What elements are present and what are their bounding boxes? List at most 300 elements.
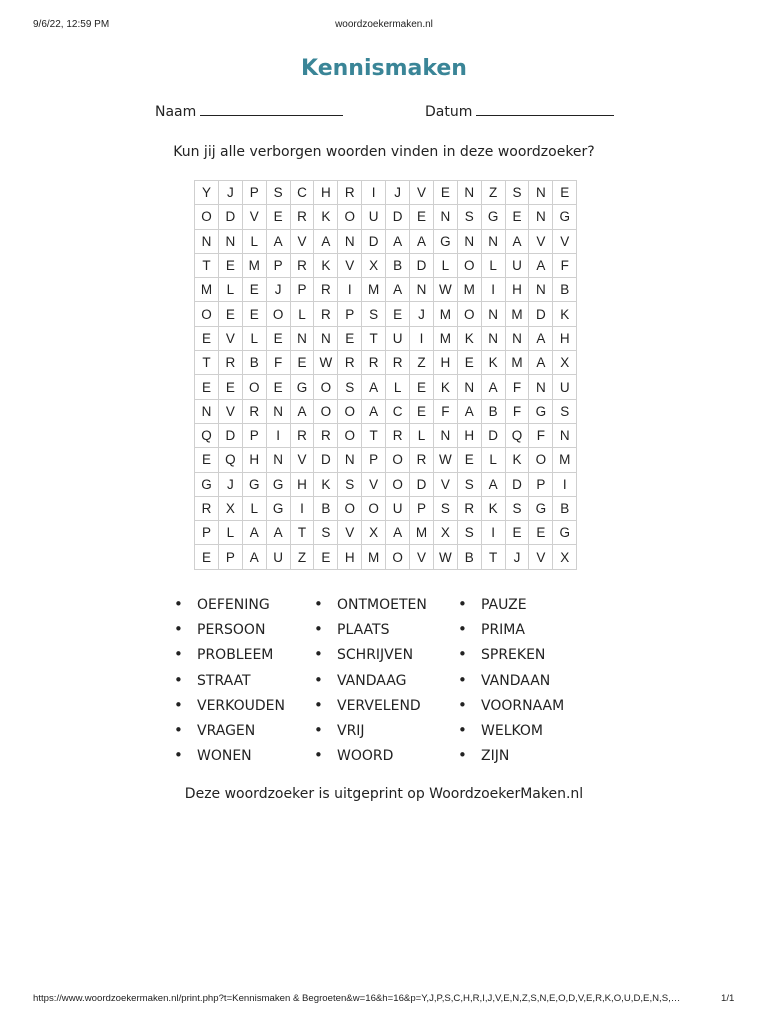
grid-cell: N [291, 327, 315, 351]
grid-cell: F [267, 351, 291, 375]
grid-cell: R [291, 254, 315, 278]
grid-cell: A [362, 400, 386, 424]
grid-cell: N [529, 181, 553, 205]
word-list-item [458, 619, 564, 644]
bullet-icon: • [458, 746, 467, 765]
grid-cell: A [410, 230, 434, 254]
grid-cell: E [267, 327, 291, 351]
grid-cell: S [338, 473, 362, 497]
word-list-item [458, 695, 564, 720]
bullet-icon: • [458, 595, 467, 613]
grid-cell: S [506, 181, 530, 205]
word-text: VOORNAAM [481, 697, 565, 714]
grid-cell: N [458, 230, 482, 254]
grid-cell: V [291, 448, 315, 472]
date-line [476, 101, 614, 116]
grid-cell: U [386, 327, 410, 351]
grid-cell: I [362, 181, 386, 205]
grid-cell: G [553, 521, 577, 545]
grid-cell: B [243, 351, 267, 375]
word-text: WONEN [197, 748, 252, 765]
grid-cell: R [314, 424, 338, 448]
grid-cell: G [291, 375, 315, 399]
word-list-item [174, 670, 285, 695]
grid-cell: S [362, 302, 386, 326]
page-number: 1/1 [721, 993, 735, 1004]
grid-cell: O [195, 302, 219, 326]
grid-cell: S [338, 375, 362, 399]
word-list-item [174, 644, 285, 669]
grid-cell: S [553, 400, 577, 424]
grid-cell: O [386, 545, 410, 569]
grid-cell: N [195, 230, 219, 254]
grid-cell: G [529, 497, 553, 521]
grid-cell: R [291, 205, 315, 229]
bullet-icon: • [174, 670, 183, 689]
word-list-item [174, 594, 285, 619]
grid-cell: V [410, 181, 434, 205]
grid-cell: N [338, 448, 362, 472]
grid-cell: J [506, 545, 530, 569]
grid-cell: V [338, 521, 362, 545]
grid-cell: T [362, 424, 386, 448]
grid-cell: G [553, 205, 577, 229]
grid-cell: K [314, 205, 338, 229]
bullet-icon: • [314, 670, 323, 689]
grid-cell: G [529, 400, 553, 424]
word-text: PROBLEEM [197, 647, 274, 664]
grid-cell: L [482, 254, 506, 278]
grid-cell: E [314, 545, 338, 569]
grid-cell: I [267, 424, 291, 448]
grid-cell: V [529, 230, 553, 254]
grid-cell: I [482, 521, 506, 545]
grid-cell: E [529, 521, 553, 545]
grid-cell: A [386, 230, 410, 254]
grid-cell: N [529, 205, 553, 229]
grid-cell: P [362, 448, 386, 472]
grid-cell: R [314, 302, 338, 326]
grid-cell: E [195, 545, 219, 569]
grid-cell: X [553, 351, 577, 375]
grid-cell: M [506, 302, 530, 326]
grid-cell: T [195, 254, 219, 278]
grid-cell: X [553, 545, 577, 569]
grid-cell: B [458, 545, 482, 569]
word-list-column-1 [174, 594, 285, 770]
grid-cell: S [458, 205, 482, 229]
instruction-question: Kun jij alle verborgen woorden vinden in deze woordzoeker? [173, 144, 595, 160]
word-text: ONTMOETEN [337, 597, 427, 613]
grid-cell: B [314, 497, 338, 521]
grid-cell: E [506, 521, 530, 545]
grid-cell: N [506, 327, 530, 351]
grid-cell: E [506, 205, 530, 229]
grid-cell: L [243, 497, 267, 521]
grid-cell: P [219, 545, 243, 569]
grid-cell: E [243, 302, 267, 326]
grid-cell: W [434, 448, 458, 472]
grid-cell: F [434, 400, 458, 424]
grid-cell: O [267, 302, 291, 326]
grid-cell: E [458, 448, 482, 472]
date-field [425, 101, 614, 120]
word-text: PAUZE [481, 597, 527, 613]
grid-cell: D [410, 254, 434, 278]
grid-cell: H [291, 473, 315, 497]
grid-cell: I [553, 473, 577, 497]
grid-cell: E [195, 375, 219, 399]
word-text: WOORD [337, 748, 394, 765]
grid-cell: A [291, 400, 315, 424]
name-field [155, 101, 343, 120]
word-list-item [174, 745, 285, 770]
grid-cell: N [195, 400, 219, 424]
grid-cell: W [314, 351, 338, 375]
grid-cell: O [386, 473, 410, 497]
grid-cell: M [434, 327, 458, 351]
grid-cell: D [506, 473, 530, 497]
grid-cell: V [219, 327, 243, 351]
grid-cell: E [195, 448, 219, 472]
word-list-item [458, 644, 564, 669]
grid-cell: R [338, 181, 362, 205]
word-list-item [314, 670, 427, 695]
word-text: VANDAAG [337, 672, 407, 689]
grid-cell: N [434, 205, 458, 229]
grid-cell: P [529, 473, 553, 497]
bullet-icon: • [174, 620, 183, 639]
grid-cell: U [362, 205, 386, 229]
word-list-item [314, 644, 427, 669]
grid-cell: N [219, 230, 243, 254]
grid-cell: W [434, 545, 458, 569]
grid-cell: U [553, 375, 577, 399]
grid-cell: O [195, 205, 219, 229]
grid-cell: T [362, 327, 386, 351]
grid-cell: D [314, 448, 338, 472]
grid-cell: P [410, 497, 434, 521]
word-text: VANDAAN [481, 672, 551, 689]
grid-cell: N [267, 448, 291, 472]
grid-cell: N [314, 327, 338, 351]
name-line [200, 101, 343, 116]
grid-cell: K [482, 351, 506, 375]
grid-cell: A [482, 473, 506, 497]
grid-cell: V [410, 545, 434, 569]
grid-cell: E [410, 205, 434, 229]
word-list-item [314, 594, 427, 619]
name-label: Naam [155, 104, 197, 120]
grid-cell: T [482, 545, 506, 569]
print-site-name: woordzoekermaken.nl [335, 19, 433, 30]
word-list-column-3 [458, 594, 564, 770]
grid-cell: L [410, 424, 434, 448]
grid-cell: D [219, 424, 243, 448]
grid-cell: S [314, 521, 338, 545]
grid-cell: A [529, 254, 553, 278]
grid-cell: K [553, 302, 577, 326]
grid-cell: M [243, 254, 267, 278]
word-list-column-2 [314, 594, 427, 770]
grid-cell: S [506, 497, 530, 521]
bullet-icon: • [314, 595, 323, 613]
grid-cell: A [267, 230, 291, 254]
date-label: Datum [425, 104, 473, 120]
grid-cell: R [314, 278, 338, 302]
bullet-icon: • [314, 720, 323, 739]
grid-cell: I [291, 497, 315, 521]
grid-cell: E [219, 375, 243, 399]
grid-cell: Q [506, 424, 530, 448]
grid-cell: R [386, 424, 410, 448]
grid-cell: G [195, 473, 219, 497]
grid-cell: O [362, 497, 386, 521]
print-datetime: 9/6/22, 12:59 PM [33, 19, 110, 30]
grid-cell: A [529, 351, 553, 375]
grid-cell: O [386, 448, 410, 472]
grid-cell: C [291, 181, 315, 205]
bullet-icon: • [314, 645, 323, 664]
grid-cell: X [362, 254, 386, 278]
bullet-icon: • [174, 695, 183, 714]
grid-cell: O [243, 375, 267, 399]
word-list-item [314, 720, 427, 745]
grid-cell: G [267, 497, 291, 521]
bullet-icon: • [458, 645, 467, 664]
word-text: VRAGEN [197, 722, 256, 739]
grid-cell: L [386, 375, 410, 399]
grid-cell: G [482, 205, 506, 229]
grid-cell: H [338, 545, 362, 569]
bullet-icon: • [458, 670, 467, 689]
grid-cell: V [434, 473, 458, 497]
grid-cell: J [219, 181, 243, 205]
word-text: SPREKEN [481, 647, 546, 664]
grid-cell: S [267, 181, 291, 205]
bullet-icon: • [174, 645, 183, 664]
grid-cell: M [553, 448, 577, 472]
grid-cell: T [291, 521, 315, 545]
grid-cell: E [243, 278, 267, 302]
grid-cell: A [482, 375, 506, 399]
bullet-icon: • [174, 595, 183, 613]
footer-note: Deze woordzoeker is uitgeprint op WoordzoekerMaken.nl [184, 786, 584, 802]
grid-cell: L [482, 448, 506, 472]
grid-cell: A [386, 278, 410, 302]
grid-cell: L [243, 327, 267, 351]
word-text: PERSOON [197, 622, 266, 639]
grid-cell: Z [410, 351, 434, 375]
grid-cell: E [219, 254, 243, 278]
grid-cell: Z [482, 181, 506, 205]
grid-cell: J [386, 181, 410, 205]
grid-cell: K [314, 473, 338, 497]
grid-cell: A [362, 375, 386, 399]
grid-cell: K [458, 327, 482, 351]
grid-cell: F [553, 254, 577, 278]
bullet-icon: • [458, 720, 467, 739]
page-title: Kennismaken [301, 56, 467, 81]
grid-cell: E [386, 302, 410, 326]
grid-cell: J [410, 302, 434, 326]
grid-cell: S [458, 521, 482, 545]
grid-cell: L [219, 521, 243, 545]
grid-cell: Q [195, 424, 219, 448]
grid-cell: E [458, 351, 482, 375]
grid-cell: R [458, 497, 482, 521]
grid-cell: O [458, 254, 482, 278]
grid-cell: O [338, 424, 362, 448]
grid-cell: R [386, 351, 410, 375]
grid-cell: H [314, 181, 338, 205]
grid-cell: E [410, 375, 434, 399]
grid-cell: N [410, 278, 434, 302]
word-list-item [314, 695, 427, 720]
grid-cell: I [410, 327, 434, 351]
grid-cell: N [529, 375, 553, 399]
grid-cell: N [529, 278, 553, 302]
grid-cell: F [529, 424, 553, 448]
grid-cell: P [267, 254, 291, 278]
grid-cell: X [434, 521, 458, 545]
grid-cell: D [219, 205, 243, 229]
grid-cell: H [243, 448, 267, 472]
grid-cell: V [291, 230, 315, 254]
bullet-icon: • [314, 746, 323, 765]
grid-cell: G [243, 473, 267, 497]
grid-cell: Y [195, 181, 219, 205]
grid-cell: S [458, 473, 482, 497]
word-list-item [458, 745, 564, 770]
grid-cell: U [386, 497, 410, 521]
grid-cell: O [458, 302, 482, 326]
grid-cell: M [195, 278, 219, 302]
grid-cell: P [195, 521, 219, 545]
grid-cell: U [506, 254, 530, 278]
word-text: VRIJ [337, 722, 365, 739]
grid-cell: N [458, 181, 482, 205]
bullet-icon: • [174, 746, 183, 765]
grid-cell: K [434, 375, 458, 399]
bullet-icon: • [458, 620, 467, 639]
grid-cell: M [434, 302, 458, 326]
grid-cell: H [434, 351, 458, 375]
word-text: SCHRIJVEN [337, 647, 414, 664]
word-text: PRIMA [481, 622, 525, 639]
word-list-item [458, 594, 564, 619]
grid-cell: M [506, 351, 530, 375]
grid-cell: A [386, 521, 410, 545]
word-list-item [174, 720, 285, 745]
grid-cell: M [362, 278, 386, 302]
bullet-icon: • [174, 720, 183, 739]
grid-cell: P [243, 181, 267, 205]
grid-cell: S [434, 497, 458, 521]
grid-cell: J [267, 278, 291, 302]
word-search-grid [194, 180, 577, 570]
grid-cell: K [506, 448, 530, 472]
print-url: https://www.woordzoekermaken.nl/print.php?t=Kennismaken & Begroeten&w=16&h=16&p=Y,J,P,S,C,H,R,I,J,V,E,N,Z,S,N,E,O,D,V,E,R,K,O,U,D,E,N,S,… [33, 993, 681, 1004]
grid-cell: V [553, 230, 577, 254]
grid-cell: E [410, 400, 434, 424]
grid-cell: Z [291, 545, 315, 569]
grid-cell: D [410, 473, 434, 497]
grid-cell: E [195, 327, 219, 351]
grid-cell: M [362, 545, 386, 569]
grid-cell: C [386, 400, 410, 424]
word-text: WELKOM [481, 722, 544, 739]
grid-cell: V [338, 254, 362, 278]
word-text: PLAATS [337, 622, 390, 639]
grid-cell: K [314, 254, 338, 278]
grid-cell: V [243, 205, 267, 229]
grid-cell: P [338, 302, 362, 326]
grid-cell: B [553, 497, 577, 521]
grid-cell: R [291, 424, 315, 448]
grid-cell: P [243, 424, 267, 448]
grid-cell: O [529, 448, 553, 472]
bullet-icon: • [314, 695, 323, 714]
grid-cell: L [219, 278, 243, 302]
grid-cell: L [434, 254, 458, 278]
word-list-item [174, 695, 285, 720]
grid-cell: N [434, 424, 458, 448]
grid-cell: R [219, 351, 243, 375]
grid-cell: D [386, 205, 410, 229]
grid-cell: J [219, 473, 243, 497]
grid-cell: T [195, 351, 219, 375]
grid-cell: K [482, 497, 506, 521]
word-list-item [314, 619, 427, 644]
grid-cell: N [338, 230, 362, 254]
grid-cell: V [219, 400, 243, 424]
grid-cell: B [386, 254, 410, 278]
grid-cell: E [434, 181, 458, 205]
word-text: ZIJN [481, 748, 510, 765]
word-list-item [458, 670, 564, 695]
grid-cell: E [338, 327, 362, 351]
grid-cell: R [195, 497, 219, 521]
word-list-item [458, 720, 564, 745]
grid-cell: O [338, 400, 362, 424]
grid-cell: N [482, 302, 506, 326]
grid-cell: Q [219, 448, 243, 472]
grid-cell: A [267, 521, 291, 545]
word-text: VERVELEND [337, 697, 421, 714]
grid-cell: W [434, 278, 458, 302]
grid-cell: F [506, 375, 530, 399]
grid-cell: O [338, 205, 362, 229]
bullet-icon: • [314, 620, 323, 639]
grid-cell: B [482, 400, 506, 424]
grid-cell: A [243, 545, 267, 569]
word-text: OEFENING [197, 597, 270, 613]
word-text: STRAAT [197, 672, 251, 689]
grid-cell: F [506, 400, 530, 424]
grid-cell: D [482, 424, 506, 448]
grid-cell: R [243, 400, 267, 424]
grid-cell: P [291, 278, 315, 302]
grid-cell: A [506, 230, 530, 254]
grid-cell: A [314, 230, 338, 254]
grid-cell: R [410, 448, 434, 472]
grid-cell: E [267, 375, 291, 399]
grid-cell: E [291, 351, 315, 375]
grid-cell: E [553, 181, 577, 205]
grid-cell: N [482, 230, 506, 254]
grid-cell: O [314, 375, 338, 399]
